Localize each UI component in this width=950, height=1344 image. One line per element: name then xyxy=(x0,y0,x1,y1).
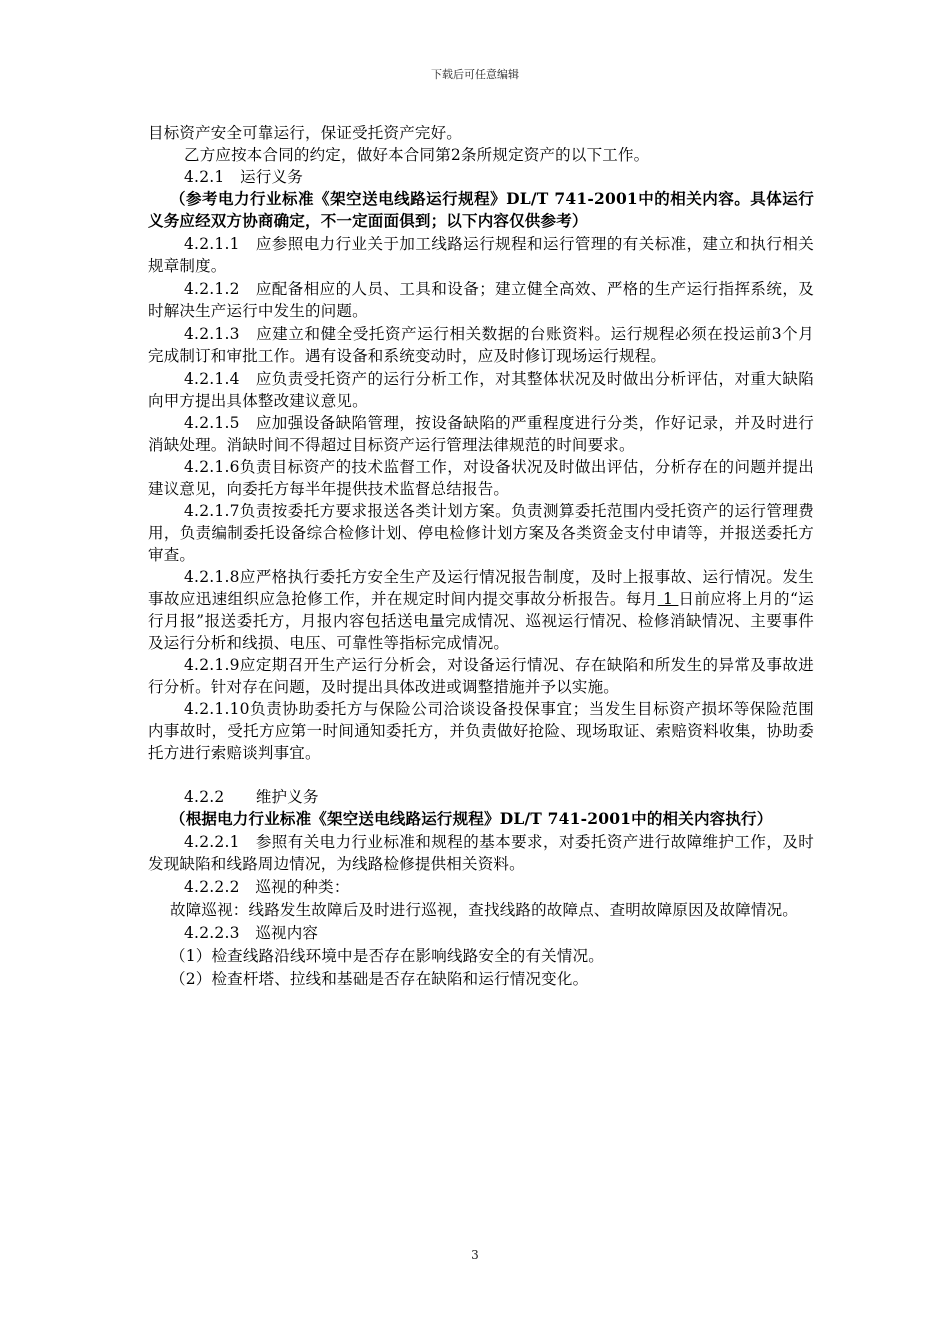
bold-note: （根据电力行业标准《架空送电线路运行规程》DL/T 741-2001中的相关内容执行） xyxy=(170,809,773,828)
clause-4-2-2-1: 4.2.2.1 参照有关电力行业标准和规程的基本要求，对委托资产进行故障维护工作，及时发现缺陷和线路周边情况，为线路检修提供相关资料。 xyxy=(148,833,814,873)
list-item: （2）检查杆塔、拉线和基础是否存在缺陷和运行情况变化。 xyxy=(170,970,589,988)
clause-4-2-2-2: 4.2.2.2 巡视的种类： xyxy=(184,878,350,896)
paragraph: 乙方应按本合同的约定，做好本合同第2条所规定资产的以下工作。 xyxy=(184,146,650,164)
bold-note: （参考电力行业标准《架空送电线路运行规程》DL/T 741-2001中的相关内容。具体运行义务应经双方协商确定，不一定面面俱到；以下内容仅供参考） xyxy=(148,189,814,230)
clause-text: 日前应将上月的“运行月报”报送委托方，月报内容包括送电量完成情况、巡视运行情况、检修消缺情况、主要事件及运行分析和线损、电压、可靠性等指标完成情况。 xyxy=(148,590,814,652)
clause-4-2-1-10: 4.2.1.10负责协助委托方与保险公司洽谈设备投保事宜；当发生目标资产损坏等保险范围内事故时，受托方应第一时间通知委托方，并负责做好抢险、现场取证、索赔资料收集，协助委托方进行索赔谈判事宜。 xyxy=(148,700,814,762)
report-day-value: 1 xyxy=(657,590,679,608)
paragraph: 故障巡视：线路发生故障后及时进行巡视，查找线路的故障点、查明故障原因及故障情况。 xyxy=(170,901,799,919)
document-body xyxy=(148,122,814,990)
page-header: 下载后可任意编辑 xyxy=(431,68,519,81)
page-number: 3 xyxy=(471,1248,479,1262)
paragraph: 目标资产安全可靠运行，保证受托资产完好。 xyxy=(148,124,463,142)
clause-4-2-1-1: 4.2.1.1 应参照电力行业关于加工线路运行规程和运行管理的有关标准，建立和执行相关规章制度。 xyxy=(148,235,814,275)
clause-4-2-1-4: 4.2.1.4 应负责受托资产的运行分析工作，对其整体状况及时做出分析评估，对重大缺陷向甲方提出具体整改建议意见。 xyxy=(148,370,814,410)
clause-text: 4.2.1.8应严格执行委托方安全生产及运行情况报告制度，及时上报事故、运行情况。发生事故应迅速组织应急抢修工作，并在规定时间内提交事故分析报告。每月 xyxy=(148,568,814,608)
section-heading-4-2-1: 4.2.1 运行义务 xyxy=(184,168,303,186)
clause-4-2-1-9: 4.2.1.9应定期召开生产运行分析会，对设备运行情况、存在缺陷和所发生的异常及事故进行分析。针对存在问题，及时提出具体改进或调整措施并予以实施。 xyxy=(148,656,814,696)
spacer xyxy=(148,764,814,786)
clause-4-2-1-8 xyxy=(148,566,814,654)
clause-4-2-1-6: 4.2.1.6负责目标资产的技术监督工作，对设备状况及时做出评估，分析存在的问题并提出建议意见，向委托方每半年提供技术监督总结报告。 xyxy=(148,458,814,498)
section-heading-4-2-2: 4.2.2 维护义务 xyxy=(184,788,319,806)
clause-4-2-1-2: 4.2.1.2 应配备相应的人员、工具和设备；建立健全高效、严格的生产运行指挥系统，及时解决生产运行中发生的问题。 xyxy=(148,280,814,320)
clause-4-2-2-3: 4.2.2.3 巡视内容 xyxy=(184,924,319,942)
list-item: （1）检查线路沿线环境中是否存在影响线路安全的有关情况。 xyxy=(170,947,604,965)
clause-4-2-1-7: 4.2.1.7负责按委托方要求报送各类计划方案。负责测算委托范围内受托资产的运行管理费用，负责编制委托设备综合检修计划、停电检修计划方案及各类资金支付申请等，并报送委托方审查。 xyxy=(148,502,814,564)
clause-4-2-1-3: 4.2.1.3 应建立和健全受托资产运行相关数据的台账资料。运行规程必须在投运前3个月完成制订和审批工作。遇有设备和系统变动时，应及时修订现场运行规程。 xyxy=(148,325,814,365)
clause-4-2-1-5: 4.2.1.5 应加强设备缺陷管理，按设备缺陷的严重程度进行分类，作好记录，并及时进行消缺处理。消缺时间不得超过目标资产运行管理法律规范的时间要求。 xyxy=(148,414,814,454)
